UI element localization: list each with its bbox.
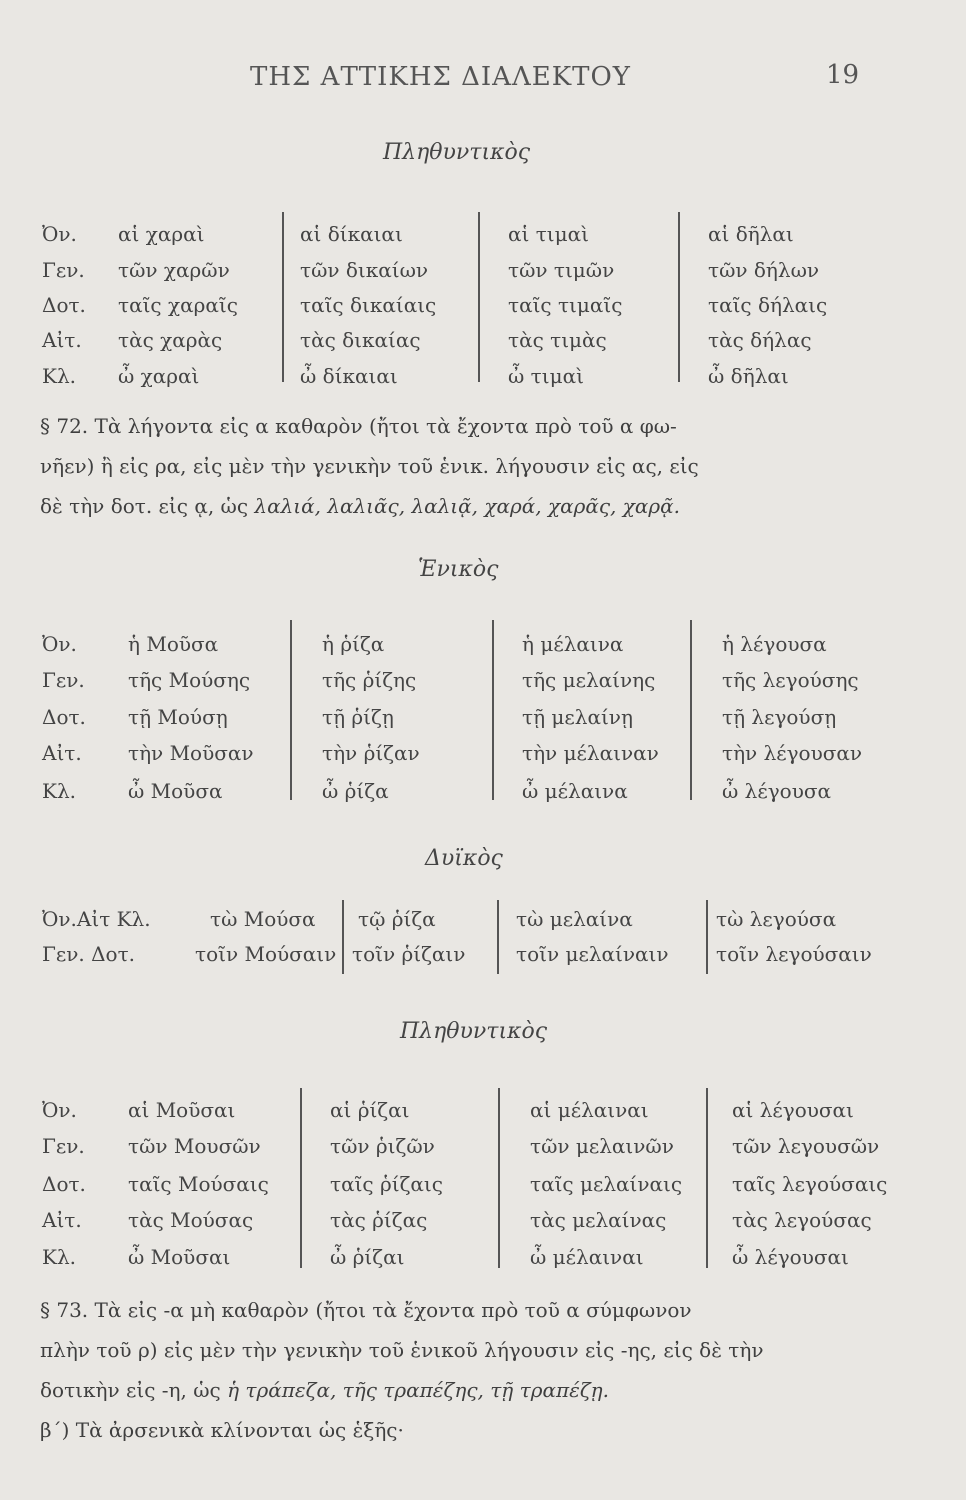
case-label: Ὀν. [42, 1098, 77, 1122]
table-cell: τὴν μέλαιναν [522, 741, 659, 765]
table-cell: ὦ λέγουσαι [732, 1245, 849, 1269]
paragraph-73 [40, 1290, 900, 1450]
table-cell: τοῖν λεγούσαιν [716, 942, 872, 966]
table-cell: τὼ λεγούσα [716, 907, 837, 931]
table-cell: τὴν Μοῦσαν [128, 741, 254, 765]
table-row [0, 1172, 966, 1210]
table-cell: τὰς δικαίας [300, 328, 421, 352]
table-cell: τὰς δήλας [708, 328, 812, 352]
table-cell: ὦ μέλαινα [522, 779, 628, 803]
table-cell: τῶν Μουσῶν [128, 1134, 261, 1158]
table-cell: τῷ ῥίζα [358, 907, 436, 931]
case-label: Ὀν. [42, 632, 77, 656]
table-cell: τὰς μελαίνας [530, 1208, 667, 1232]
paragraph-line [40, 1370, 900, 1410]
table-row [0, 1208, 966, 1246]
table-cell: τῶν μελαινῶν [530, 1134, 674, 1158]
running-title: ΤΗΣ ΑΤΤΙΚΗΣ ΔΙΑΛΕΚΤΟΥ [250, 62, 631, 92]
table-row [0, 1098, 966, 1136]
case-label: Αἰτ. [42, 741, 82, 765]
paragraph-line: § 72. Τὰ λήγοντα εἰς α καθαρὸν (ἤτοι τὰ ἔχοντα πρὸ τοῦ α φω- [40, 414, 677, 438]
table-cell: αἱ λέγουσαι [732, 1098, 854, 1122]
case-label: Κλ. [42, 364, 76, 388]
case-label: Γεν. [42, 1134, 85, 1158]
table-cell: ὦ λέγουσα [722, 779, 832, 803]
table-cell: τοῖν μελαίναιν [516, 942, 669, 966]
example-forms: ἡ τράπεζα, τῆς τραπέζης, τῇ τραπέζῃ. [227, 1378, 610, 1402]
table-cell: ταῖς Μούσαις [128, 1172, 269, 1196]
table-cell: ταῖς λεγούσαις [732, 1172, 888, 1196]
table-row [0, 222, 966, 260]
table-cell: τῆς Μούσης [128, 668, 251, 692]
table-cell: ἡ ῥίζα [322, 632, 385, 656]
table-cell: αἱ δῆλαι [708, 222, 794, 246]
case-label: Αἰτ. [42, 328, 82, 352]
table-cell: ταῖς ῥίζαις [330, 1172, 443, 1196]
section-heading-dual: Δυϊκὸς [425, 846, 503, 871]
table-cell: ταῖς τιμαῖς [508, 293, 623, 317]
table-row [0, 364, 966, 402]
table-cell: τὰς Μούσας [128, 1208, 254, 1232]
table-cell: τῶν χαρῶν [118, 258, 230, 282]
table-cell: τοῖν ῥίζαιν [352, 942, 466, 966]
table-cell: αἱ τιμαὶ [508, 222, 589, 246]
table-cell: ὦ Μοῦσαι [128, 1245, 231, 1269]
table-cell: τὰς ῥίζας [330, 1208, 428, 1232]
table-cell: ὦ χαραὶ [118, 364, 200, 388]
case-label: Ὀν. [42, 222, 77, 246]
table-row [0, 632, 966, 670]
paragraph-72 [40, 406, 900, 526]
paragraph-text: δοτικὴν εἰς -η, ὡς [40, 1378, 221, 1402]
table-row [0, 668, 966, 706]
case-label: Δοτ. [42, 293, 86, 317]
table-cell: τῶν λεγουσῶν [732, 1134, 880, 1158]
table-cell: ταῖς μελαίναις [530, 1172, 683, 1196]
table-row [0, 1134, 966, 1172]
table-cell: τῇ λεγούσῃ [722, 705, 837, 729]
table-cell: ἡ μέλαινα [522, 632, 624, 656]
table-cell: αἱ ῥίζαι [330, 1098, 410, 1122]
table-cell: ταῖς χαραῖς [118, 293, 238, 317]
table-cell: τῇ Μούσῃ [128, 705, 228, 729]
table-cell: τοῖν Μούσαιν [195, 942, 337, 966]
case-label: Ὀν.Αἰτ Κλ. [42, 907, 151, 931]
table-cell: αἱ Μοῦσαι [128, 1098, 236, 1122]
paragraph-line [40, 486, 900, 526]
table-cell: τὰς χαρὰς [118, 328, 223, 352]
table-cell: τῶν τιμῶν [508, 258, 615, 282]
table-cell: ταῖς δικαίαις [300, 293, 437, 317]
table-cell: ὦ δῆλαι [708, 364, 789, 388]
table-cell: τῶν δικαίων [300, 258, 429, 282]
table-row [0, 1245, 966, 1283]
page-number: 19 [826, 60, 860, 90]
table-cell: τὰς τιμὰς [508, 328, 607, 352]
table-cell: ἡ Μοῦσα [128, 632, 219, 656]
table-cell: αἱ δίκαιαι [300, 222, 403, 246]
table-cell: τὼ Μούσα [210, 907, 316, 931]
section-heading-plural-2: Πληθυντικὸς [400, 1019, 548, 1044]
table-cell: τῆς ῥίζης [322, 668, 417, 692]
example-forms: λαλιά, λαλιᾶς, λαλιᾷ, χαρά, χαρᾶς, χαρᾷ. [254, 494, 681, 518]
table-cell: τὴν λέγουσαν [722, 741, 863, 765]
table-cell: τὼ μελαίνα [516, 907, 633, 931]
table-cell: αἱ χαραὶ [118, 222, 205, 246]
table-cell: ὦ ῥίζα [322, 779, 389, 803]
case-label: Γεν. Δοτ. [42, 942, 136, 966]
table-cell: ὦ τιμαὶ [508, 364, 584, 388]
table-row [0, 293, 966, 331]
section-heading-singular: Ἑνικὸς [418, 557, 499, 582]
case-label: Γεν. [42, 668, 85, 692]
table-cell: τῶν δήλων [708, 258, 820, 282]
table-cell: ὦ Μοῦσα [128, 779, 223, 803]
table-row [0, 258, 966, 296]
section-heading-plural: Πληθυντικὸς [383, 140, 531, 165]
paragraph-line: § 73. Τὰ εἰς -α μὴ καθαρὸν (ἤτοι τὰ ἔχοντα πρὸ τοῦ α σύμφωνον [40, 1298, 692, 1322]
table-row [0, 705, 966, 743]
table-row [0, 741, 966, 779]
table-cell: αἱ μέλαιναι [530, 1098, 649, 1122]
table-cell: τὴν ῥίζαν [322, 741, 420, 765]
table-cell: τῇ μελαίνῃ [522, 705, 633, 729]
table-cell: τῶν ῥιζῶν [330, 1134, 435, 1158]
table-cell: τῆς λεγούσης [722, 668, 859, 692]
paragraph-text: δὲ τὴν δοτ. εἰς ᾳ, ὡς [40, 494, 249, 518]
table-row [0, 779, 966, 817]
table-cell: ὦ δίκαιαι [300, 364, 398, 388]
paragraph-line: νῆεν) ἢ εἰς ρα, εἰς μὲν τὴν γενικὴν τοῦ ἑνικ. λήγουσιν εἰς ας, εἰς [40, 454, 699, 478]
table-cell: τῆς μελαίνης [522, 668, 656, 692]
table-cell: τῇ ῥίζῃ [322, 705, 394, 729]
table-cell: τὰς λεγούσας [732, 1208, 872, 1232]
table-row [0, 907, 966, 945]
case-label: Γεν. [42, 258, 85, 282]
case-label: Κλ. [42, 1245, 76, 1269]
table-row [0, 942, 966, 980]
table-cell: ὦ ῥίζαι [330, 1245, 405, 1269]
table-cell: ἡ λέγουσα [722, 632, 827, 656]
case-label: Κλ. [42, 779, 76, 803]
case-label: Δοτ. [42, 705, 86, 729]
table-cell: ταῖς δήλαις [708, 293, 828, 317]
table-cell: ὦ μέλαιναι [530, 1245, 644, 1269]
case-label: Δοτ. [42, 1172, 86, 1196]
table-row [0, 328, 966, 366]
paragraph-line: β´) Τὰ ἀρσενικὰ κλίνονται ὡς ἑξῆς· [40, 1418, 404, 1442]
paragraph-line: πλὴν τοῦ ρ) εἰς μὲν τὴν γενικὴν τοῦ ἑνικοῦ λήγουσιν εἰς -ης, εἰς δὲ τὴν [40, 1338, 764, 1362]
case-label: Αἰτ. [42, 1208, 82, 1232]
